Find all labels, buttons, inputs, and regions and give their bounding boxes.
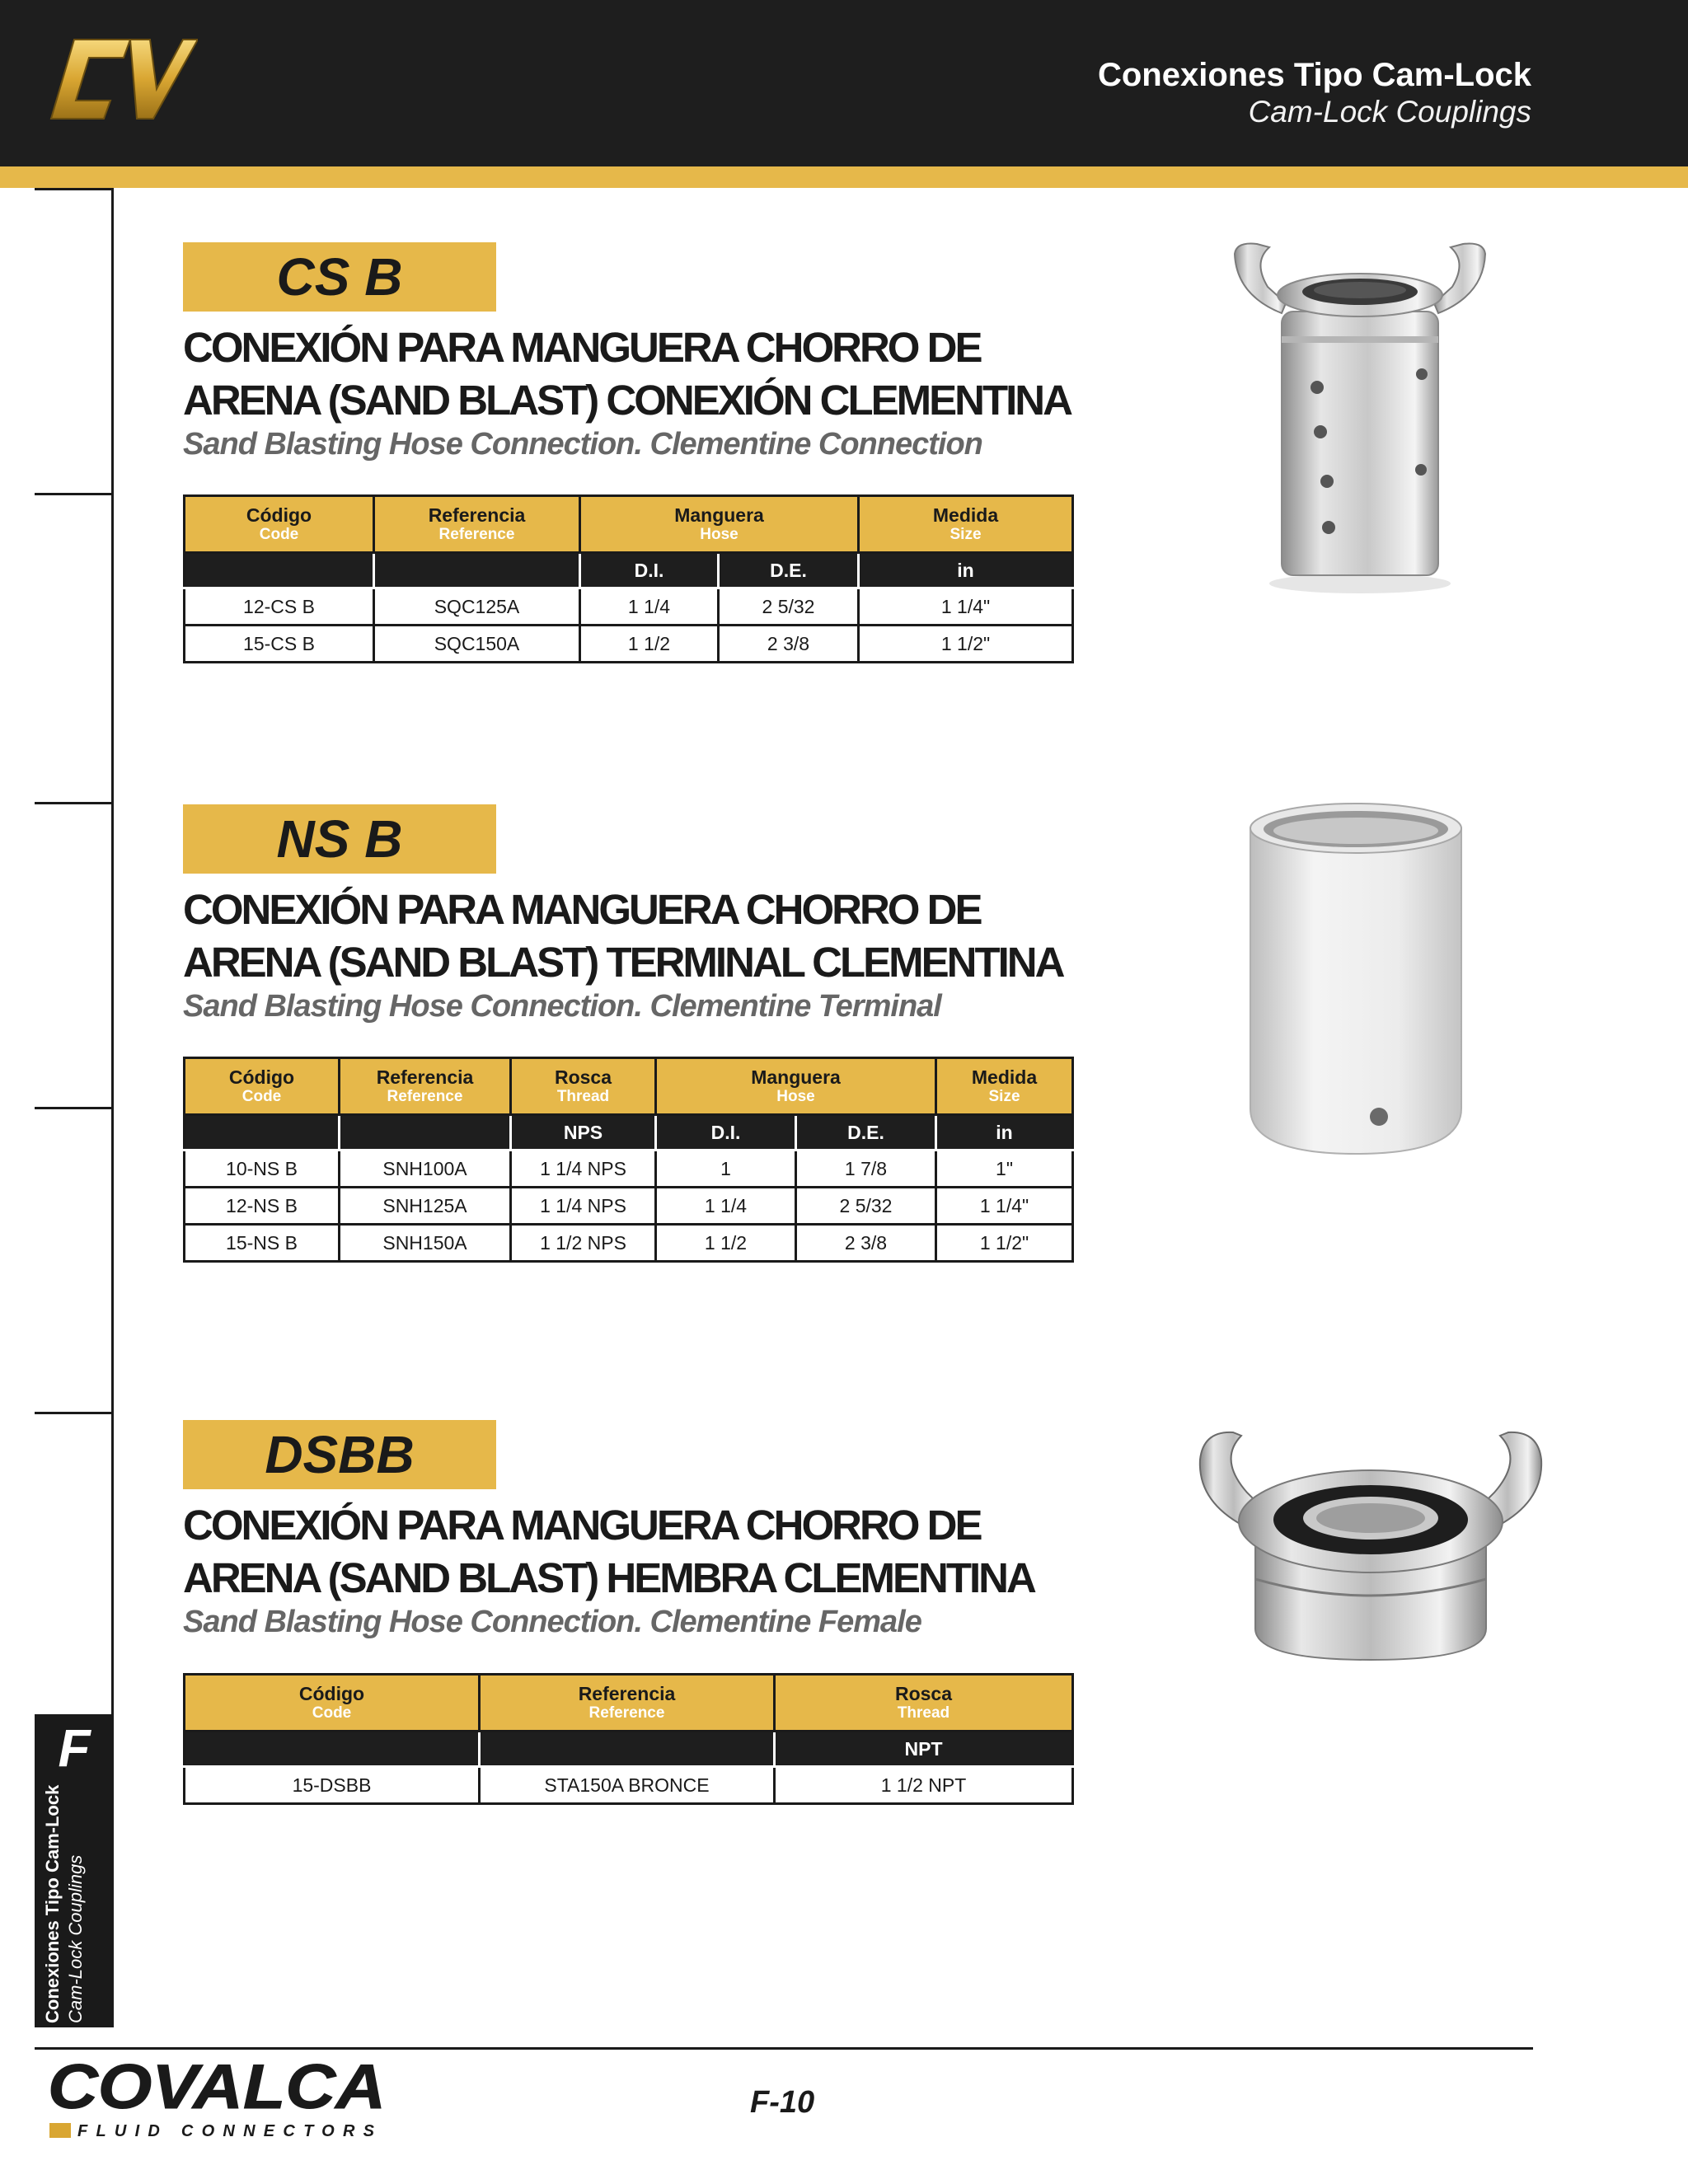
side-tick — [35, 1412, 114, 1414]
clementine-terminal-image — [1236, 799, 1475, 1162]
table-row — [185, 588, 1073, 626]
table-row — [185, 626, 1073, 663]
cell-ref: SNH100A — [340, 1151, 511, 1188]
side-tick — [35, 1107, 114, 1109]
table-row — [185, 1151, 1073, 1188]
cell-code: 15-DSBB — [185, 1767, 480, 1804]
table-row — [185, 1188, 1073, 1225]
table-header-row — [185, 1675, 1073, 1732]
section-subtitle: Sand Blasting Hose Connection. Clementine Connection — [183, 427, 982, 462]
cell-code: 10-NS B — [185, 1151, 340, 1188]
col-header-size: Medida Size — [936, 1058, 1073, 1115]
subheader-di: D.I. — [656, 1115, 796, 1151]
page-header — [0, 0, 1688, 166]
cell-ref: SQC150A — [374, 626, 580, 663]
subheader-thread: NPT — [775, 1732, 1073, 1767]
cv-logo — [41, 25, 198, 132]
section-code: DSBB — [265, 1425, 415, 1484]
header-gold-band — [0, 166, 1688, 188]
table-header-row — [185, 1058, 1073, 1115]
cv-mini-logo — [49, 2123, 71, 2138]
section-title — [183, 321, 1106, 427]
section-title-line: ARENA (SAND BLAST) TERMINAL CLEMENTINA — [183, 939, 1063, 986]
subheader-de: D.E. — [719, 553, 859, 588]
col-header-code: Código Code — [185, 1058, 340, 1115]
section-code: CS B — [276, 247, 403, 307]
chapter-label-en: Cam-Lock Couplings — [65, 1854, 86, 2023]
cell-size: 1 1/2" — [859, 626, 1073, 663]
cell-de: 2 3/8 — [796, 1225, 936, 1262]
spec-table — [183, 1673, 1074, 1805]
section-title — [183, 883, 1106, 989]
section-title-line: CONEXIÓN PARA MANGUERA CHORRO DE — [183, 324, 981, 371]
cell-di: 1 1/2 — [580, 626, 719, 663]
cell-di: 1 1/4 — [656, 1188, 796, 1225]
cell-thread: 1 1/4 NPS — [511, 1151, 656, 1188]
cell-code: 12-CS B — [185, 588, 374, 626]
cell-ref: SQC125A — [374, 588, 580, 626]
cell-size: 1 1/4" — [859, 588, 1073, 626]
cell-ref: STA150A BRONCE — [480, 1767, 775, 1804]
col-header-code: Código Code — [185, 496, 374, 553]
clementine-female-image — [1193, 1422, 1548, 1670]
section-title-line: CONEXIÓN PARA MANGUERA CHORRO DE — [183, 886, 981, 933]
table-subheader-row — [185, 1115, 1073, 1151]
header-title — [1098, 56, 1531, 130]
chapter-label-es: Conexiones Tipo Cam-Lock — [42, 1784, 63, 2023]
cell-thread: 1 1/4 NPS — [511, 1188, 656, 1225]
col-header-size: Medida Size — [859, 496, 1073, 553]
section-code-tag — [183, 1420, 496, 1489]
col-header-reference: Referencia Reference — [480, 1675, 775, 1732]
cell-code: 15-CS B — [185, 626, 374, 663]
table-row — [185, 1225, 1073, 1262]
cell-de: 2 5/32 — [719, 588, 859, 626]
clementine-connection-image — [1220, 237, 1492, 600]
cell-ref: SNH150A — [340, 1225, 511, 1262]
subheader-unit: in — [859, 553, 1073, 588]
cell-de: 2 3/8 — [719, 626, 859, 663]
covalca-tagline: FLUID CONNECTORS — [77, 2122, 374, 2140]
cell-di: 1 1/4 — [580, 588, 719, 626]
col-header-thread: Rosca Thread — [775, 1675, 1073, 1732]
section-title — [183, 1499, 1106, 1605]
spec-table — [183, 494, 1074, 663]
chapter-label — [41, 1785, 87, 2023]
cell-code: 15-NS B — [185, 1225, 340, 1262]
footer-rule — [35, 2047, 1533, 2050]
cell-de: 1 7/8 — [796, 1151, 936, 1188]
side-tick — [35, 802, 114, 804]
cell-di: 1 1/2 — [656, 1225, 796, 1262]
subheader-unit: in — [936, 1115, 1073, 1151]
cell-thread: 1 1/2 NPS — [511, 1225, 656, 1262]
header-title-es: Conexiones Tipo Cam-Lock — [1097, 57, 1531, 93]
chapter-letter: F — [58, 1718, 91, 1778]
cell-thread: 1 1/2 NPT — [775, 1767, 1073, 1804]
section-title-line: CONEXIÓN PARA MANGUERA CHORRO DE — [183, 1502, 981, 1549]
section-code-tag — [183, 242, 496, 312]
section-code: NS B — [276, 809, 403, 869]
section-code-tag — [183, 804, 496, 874]
table-subheader-row — [185, 553, 1073, 588]
col-header-hose: Manguera Hose — [580, 496, 859, 553]
chapter-tab — [35, 1714, 114, 2027]
header-title-en: Cam-Lock Couplings — [1248, 95, 1531, 129]
subheader-de: D.E. — [796, 1115, 936, 1151]
subheader-thread: NPS — [511, 1115, 656, 1151]
section-title-line: ARENA (SAND BLAST) HEMBRA CLEMENTINA — [183, 1554, 1034, 1601]
table-subheader-row — [185, 1732, 1073, 1767]
covalca-logo — [41, 2054, 396, 2144]
side-tick — [35, 188, 114, 190]
col-header-thread: Rosca Thread — [511, 1058, 656, 1115]
cell-di: 1 — [656, 1151, 796, 1188]
cell-size: 1 1/2" — [936, 1225, 1073, 1262]
section-subtitle: Sand Blasting Hose Connection. Clementine Terminal — [183, 989, 941, 1024]
side-tick — [35, 493, 114, 495]
covalca-brand: COVALCA — [48, 2054, 386, 2122]
cell-de: 2 5/32 — [796, 1188, 936, 1225]
col-header-reference: Referencia Reference — [374, 496, 580, 553]
subheader-di: D.I. — [580, 553, 719, 588]
cell-size: 1" — [936, 1151, 1073, 1188]
cell-code: 12-NS B — [185, 1188, 340, 1225]
col-header-reference: Referencia Reference — [340, 1058, 511, 1115]
col-header-code: Código Code — [185, 1675, 480, 1732]
section-subtitle: Sand Blasting Hose Connection. Clementine Female — [183, 1605, 921, 1639]
section-title-line: ARENA (SAND BLAST) CONEXIÓN CLEMENTINA — [183, 377, 1071, 424]
col-header-hose: Manguera Hose — [656, 1058, 936, 1115]
spec-table — [183, 1057, 1074, 1263]
cell-ref: SNH125A — [340, 1188, 511, 1225]
cell-size: 1 1/4" — [936, 1188, 1073, 1225]
table-row — [185, 1767, 1073, 1804]
table-header-row — [185, 496, 1073, 553]
page-number: F-10 — [750, 2085, 815, 2120]
